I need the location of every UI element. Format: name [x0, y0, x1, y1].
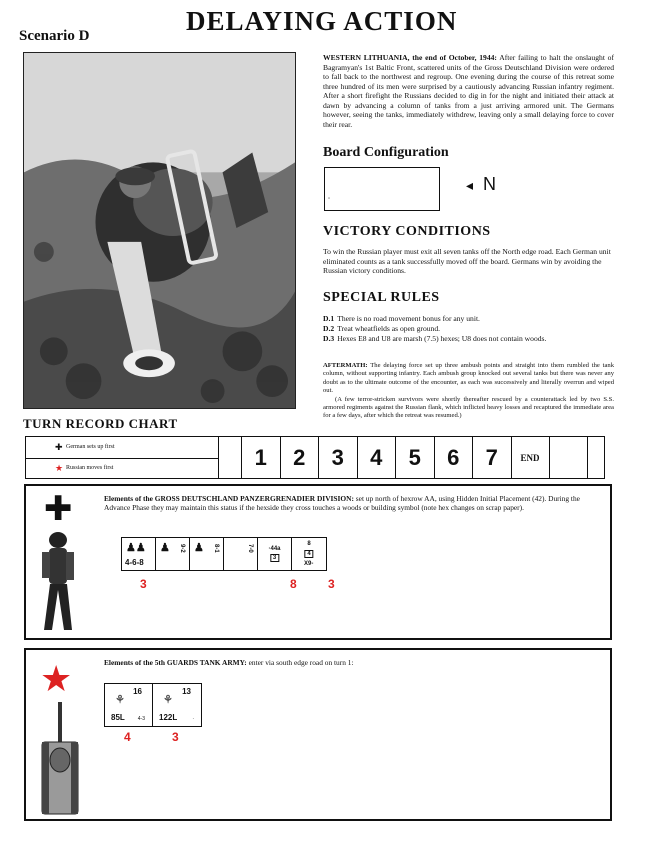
german-counter-squad [122, 538, 156, 570]
turn-cell: 3 [318, 437, 357, 478]
counter-armor: 16 [133, 687, 142, 696]
german-cross-emblem-icon: ✚ [44, 489, 73, 529]
russian-counter-strip [104, 683, 202, 727]
turn-cell: 1 [241, 437, 280, 478]
victory-conditions-text: To win the Russian player must exit all seven tanks off the North edge road. Each German unit eliminated counts as a tank successfully moved off the board. Germans win by avoiding the Russian victory conditions. [323, 247, 611, 275]
russian-forces-body: enter via south edge road on turn 1: [248, 658, 354, 667]
red-star-emblem-icon: ★ [40, 659, 73, 700]
tank-icon: ⚘ [163, 694, 173, 706]
german-forces-text [104, 494, 604, 512]
north-indicator [466, 174, 496, 195]
turn-record-legend [26, 437, 219, 478]
board-configuration-heading: Board Configuration [323, 145, 449, 160]
special-rule [323, 334, 613, 344]
counter-label: ·44a [268, 546, 281, 552]
historical-photo [23, 52, 296, 409]
counter-value: 4-6-8 [125, 558, 144, 567]
victory-conditions-heading: VICTORY CONDITIONS [323, 224, 491, 239]
turn-track [241, 437, 625, 478]
counter-label: 8 [307, 541, 311, 547]
turn-cell: 5 [395, 437, 434, 478]
russian-tank-counter [105, 684, 153, 726]
german-counter-strip [121, 537, 327, 571]
german-forces-panel [24, 484, 612, 640]
counter-sub: 4-3 [137, 716, 145, 722]
special-rules-heading: SPECIAL RULES [323, 290, 440, 305]
counter-box: 4 [304, 550, 313, 558]
rule-id: D.3 [323, 334, 335, 343]
counter-gun: 85L [111, 713, 125, 722]
board-configuration-diagram [324, 167, 440, 211]
german-soldier-figure-icon [36, 530, 82, 634]
turn-record-heading: TURN RECORD CHART [23, 416, 178, 431]
counter-rating: 9-2 [179, 544, 185, 553]
intro-paragraph [323, 53, 614, 129]
rule-id: D.1 [323, 314, 335, 323]
aftermath-paragraph [323, 362, 614, 421]
turn-cell-end: END [511, 437, 549, 478]
german-setup-text: German sets up first [66, 444, 115, 451]
special-rule [323, 314, 613, 324]
counter-quantity: 3 [172, 730, 179, 744]
russian-tank-figure-icon [38, 702, 82, 818]
leader-icon: ♟ [194, 542, 204, 554]
counter-sub: · [192, 716, 194, 722]
north-label: N [483, 174, 497, 194]
german-counter-weapon [292, 538, 326, 570]
counter-quantity: 3 [328, 577, 335, 591]
german-cross-icon: ✚ [55, 441, 63, 452]
rule-text: Treat wheatfields as open ground. [337, 324, 441, 333]
board-mark: ˇ [328, 198, 330, 204]
counter-rating: 7-0 [247, 544, 253, 553]
infantry-icon: ♟♟ [126, 542, 146, 554]
turn-record-chart [25, 436, 605, 479]
page-title: DELAYING ACTION [186, 6, 458, 36]
north-arrow-icon: ◂ [466, 177, 474, 193]
counter-value: X9- [304, 561, 314, 567]
russian-forces-lead: Elements of the 5th GUARDS TANK ARMY: [104, 658, 247, 667]
rule-id: D.2 [323, 324, 335, 333]
german-forces-body: set up north of hexrow AA, using Hidden Initial Placement (42). During the Advance Phase they may maintain this status if the hexside they cross touches a woods or building symbol (note hex changes on scrap paper). [104, 494, 580, 513]
german-counter-weapon [258, 538, 292, 570]
counter-box: 3 [270, 554, 279, 562]
german-counter-leader [156, 538, 190, 570]
russian-move-text: Russian moves first [66, 465, 114, 472]
aftermath-body: The delaying force set up three ambush points and straight into them rumbled the tank column, without supporting infantry. Each ambush group knocked out several tanks but there was never any doubt as to the ultimate outcome of the encounter, as each was successively and literally overrun and wiped out. [323, 362, 614, 395]
russian-forces-panel [24, 648, 612, 821]
tank-icon: ⚘ [115, 694, 125, 706]
russian-move-row [26, 458, 218, 479]
russian-forces-text [104, 658, 604, 667]
turn-cell: 7 [472, 437, 511, 478]
counter-quantity: 8 [290, 577, 297, 591]
scenario-label: Scenario D [19, 28, 90, 44]
aftermath-body-2: (A few terror-stricken survivors were shortly thereafter rescued by a counterattack led by two S.S. armored regiments against the Russian flank, which inflicted heavy losses and recaptured the immediate area for a few days, after which the retreat was resumed.) [323, 395, 614, 420]
intro-body: After failing to halt the onslaught of Bagramyan's 1st Baltic Front, scattered units of the Gross Deutschland Division were ordered to fall back to the northwest and regroup. One evening during the course of this retreat some three hundred of its men were surprised by a cautiously advancing Russian infantry regiment. After a short firefight the Russians decided to dig in for the night and initiated their attack at dawn by advancing a column of tanks from a just arriving armored unit. The Germans however, seeing the tanks, immediately withdrew, leaving only a small delaying force to cover their rear. [323, 53, 614, 129]
intro-lead: WESTERN LITHUANIA, the end of October, 1944: [323, 53, 497, 62]
turn-cell: 4 [357, 437, 396, 478]
russian-star-icon: ★ [55, 462, 64, 473]
rule-text: Hexes E8 and U8 are marsh (7.5) hexes; U8 does not contain woods. [337, 334, 547, 343]
german-forces-lead: Elements of the GROSS DEUTSCHLAND PANZERGRENADIER DIVISION: [104, 494, 354, 503]
aftermath-lead: AFTERMATH: [323, 362, 368, 369]
counter-quantity: 3 [140, 577, 147, 591]
german-setup-row [26, 437, 218, 458]
rule-text: There is no road movement bonus for any unit. [337, 314, 480, 323]
turn-cell: 6 [434, 437, 473, 478]
leader-icon: ♟ [160, 542, 170, 554]
counter-quantity: 4 [124, 730, 131, 744]
special-rule [323, 324, 613, 334]
russian-tank-counter [153, 684, 201, 726]
turn-cell: 2 [280, 437, 319, 478]
special-rules-list [323, 314, 613, 344]
counter-rating: 8-1 [213, 544, 219, 553]
german-counter-leader [190, 538, 224, 570]
turn-cell-blank [549, 437, 587, 478]
german-counter-leader [224, 538, 258, 570]
counter-armor: 13 [182, 687, 191, 696]
turn-cell-blank [587, 437, 625, 478]
counter-gun: 122L [159, 713, 178, 722]
